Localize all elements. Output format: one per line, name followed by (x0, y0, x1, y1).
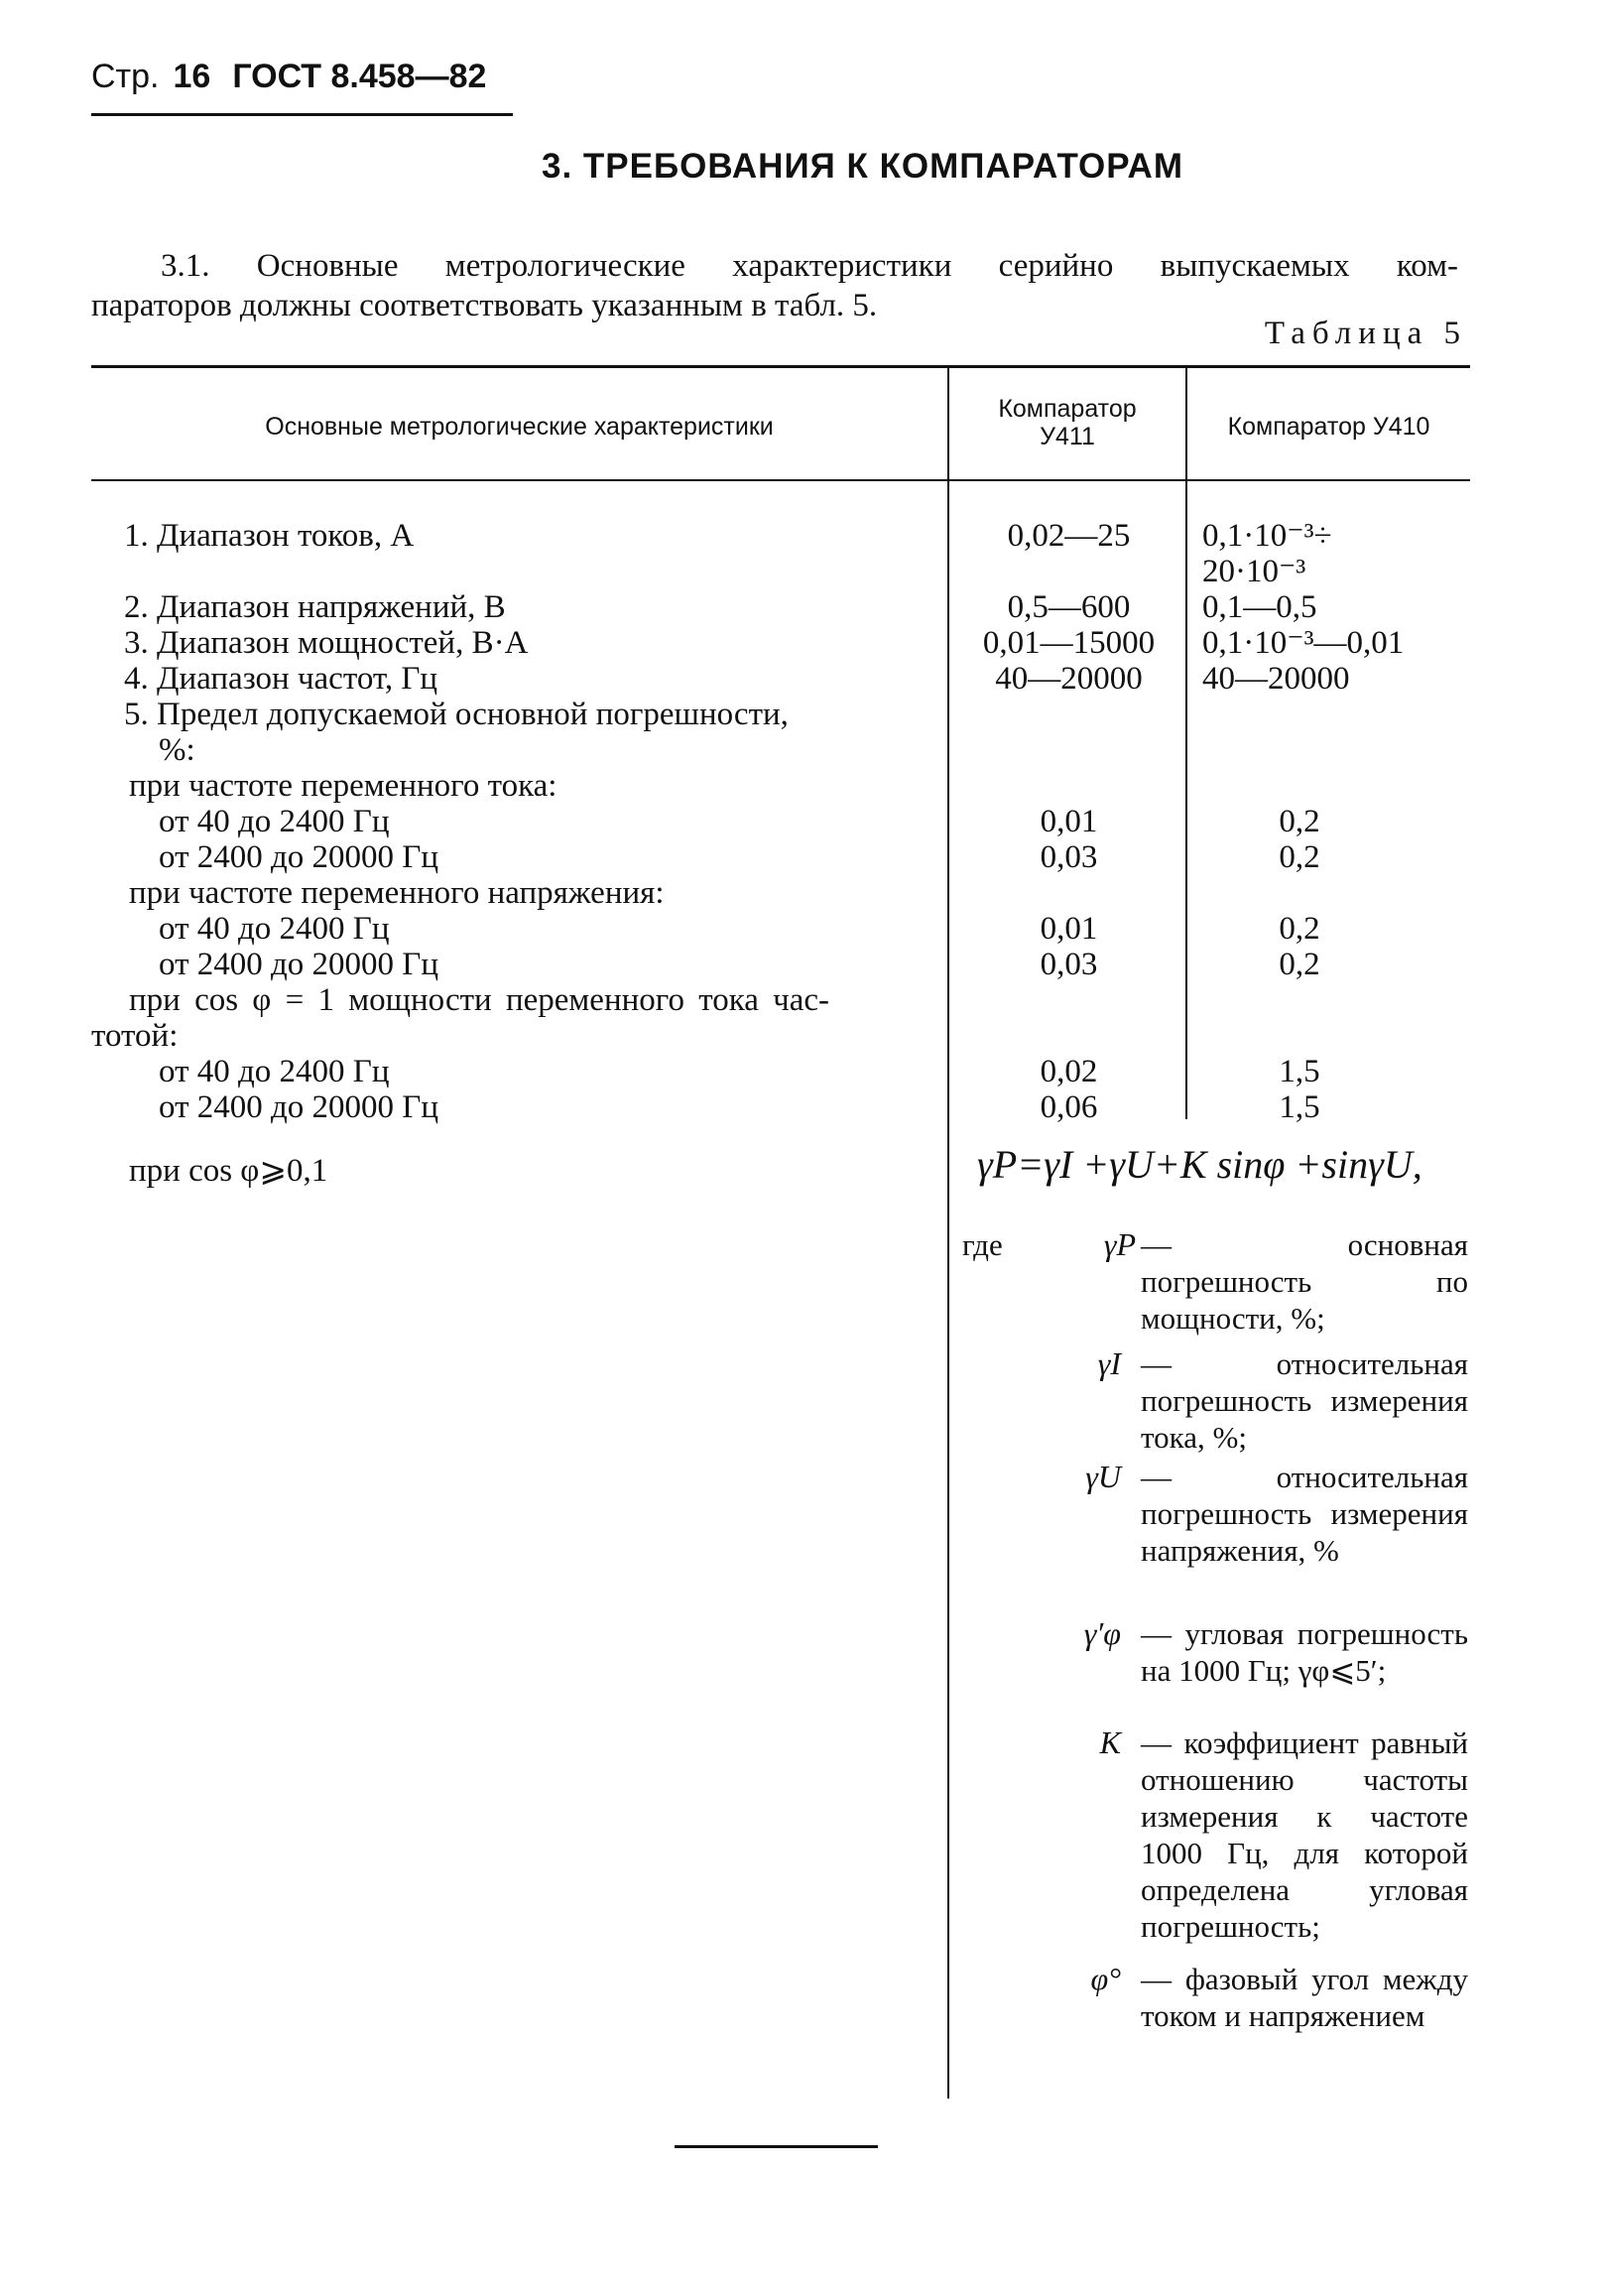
legend-symbol: K (1099, 1724, 1121, 1760)
row-label: при частоте переменного напряжения: (129, 875, 665, 911)
section-title: 3. ТРЕБОВАНИЯ К КОМПАРАТОРАМ (542, 147, 1183, 186)
row-label: от 40 до 2400 Гц (159, 1054, 390, 1089)
power-error-formula: γP=γI +γU+K sinφ +sinγU, (977, 1142, 1422, 1187)
legend-symbol: γ′φ (1083, 1615, 1121, 1651)
legend-item (962, 1961, 1468, 2034)
u410-value: 0,1·10⁻³—0,01 (1202, 625, 1405, 661)
legend-text: — относительная погрешность измерения тока, %; (1141, 1346, 1468, 1455)
footer-rule (675, 2145, 878, 2148)
row-label-cont: тотой: (91, 1018, 179, 1054)
legend-item (962, 1226, 1468, 1337)
u411-value: 0,01 (1040, 911, 1098, 947)
legend-item (962, 1724, 1468, 1945)
table-caption: Таблица 5 (1264, 316, 1467, 351)
u410-value: 0,1—0,5 (1202, 589, 1317, 625)
legend-item (962, 1345, 1468, 1456)
page-number: 16 (173, 58, 211, 95)
legend-text: — относительная погрешность измерения напряжения, % (1141, 1460, 1468, 1568)
legend-text: — угловая погрешность на 1000 Гц; γφ⩽5′; (1141, 1616, 1468, 1688)
u410-value: 1,5 (1279, 1054, 1320, 1089)
u411-value: 0,03 (1040, 947, 1098, 982)
u411-value: 0,02 (1040, 1054, 1098, 1089)
row-label: 3. Диапазон мощностей, В·А (124, 625, 529, 661)
u410-value-cont: 20·10⁻³ (1202, 554, 1306, 589)
u410-value: 40—20000 (1202, 661, 1350, 697)
u411-value: 0,06 (1040, 1089, 1098, 1125)
u410-value: 0,1·10⁻³÷ (1202, 518, 1332, 554)
header-u411-line2: У411 (1040, 423, 1095, 450)
legend-item (962, 1615, 1468, 1689)
where-word: где (962, 1227, 1003, 1262)
header-u410: Компаратор У410 (1227, 413, 1430, 441)
u410-value: 0,2 (1279, 947, 1320, 982)
row-label: от 40 до 2400 Гц (159, 911, 390, 947)
legend-symbol: γU (1085, 1459, 1121, 1494)
row-label: при частоте переменного тока: (129, 768, 557, 804)
page-label: Стр. (91, 58, 160, 95)
page-header (91, 58, 508, 113)
standard-code: ГОСТ 8.458—82 (232, 58, 487, 95)
header-u411-line1: Компаратор (998, 395, 1137, 423)
header-characteristics: Основные метрологические характеристики (265, 413, 774, 441)
u410-value: 1,5 (1279, 1089, 1320, 1125)
legend-text: — фазовый угол между током и напряжением (1141, 1962, 1468, 2033)
row-label: при cos φ⩾0,1 (129, 1153, 328, 1189)
row-label: от 2400 до 20000 Гц (159, 1089, 439, 1125)
row-label: 5. Предел допускаемой основной погрешности, (124, 697, 789, 732)
row-label: 1. Диапазон токов, А (124, 518, 415, 554)
row-label: при cos φ = 1 мощности переменного тока час- (129, 982, 830, 1018)
table-top-rule (91, 365, 1470, 368)
column-divider-2 (1185, 367, 1187, 1119)
u411-value: 0,01—15000 (982, 625, 1156, 661)
column-divider-1 (947, 367, 949, 2099)
legend-text: — коэффициент равный отношению частоты измерения к частоте 1000 Гц, для которой определена угловая погрешность; (1141, 1725, 1468, 1944)
row-label: от 2400 до 20000 Гц (159, 947, 439, 982)
legend-symbol: γI (1097, 1345, 1121, 1381)
intro-paragraph (91, 246, 1458, 325)
legend-symbol: φ° (1090, 1961, 1121, 1996)
row-label-cont: %: (159, 732, 195, 768)
legend-item (962, 1459, 1468, 1569)
u411-value: 0,02—25 (1007, 518, 1131, 554)
legend-text: — основная погрешность по мощности, %; (1141, 1227, 1468, 1336)
u411-value: 0,5—600 (1007, 589, 1131, 625)
row-label: 4. Диапазон частот, Гц (124, 661, 438, 697)
row-label: 2. Диапазон напряжений, В (124, 589, 506, 625)
intro-line-1: 3.1. Основные метрологические характеристики серийно выпускаемых ком- (161, 248, 1458, 284)
header-underline (91, 113, 513, 116)
u411-value: 0,01 (1040, 804, 1098, 839)
u410-value: 0,2 (1279, 804, 1320, 839)
row-label: от 40 до 2400 Гц (159, 804, 390, 839)
header-u411 (949, 395, 1185, 450)
legend-symbol: γP (1103, 1226, 1136, 1262)
intro-line-2: параторов должны соответствовать указанным в табл. 5. (91, 288, 878, 323)
table-header-rule (91, 479, 1470, 481)
u410-value: 0,2 (1279, 911, 1320, 947)
u411-value: 40—20000 (995, 661, 1143, 697)
u410-value: 0,2 (1279, 839, 1320, 875)
row-label: от 2400 до 20000 Гц (159, 839, 439, 875)
u411-value: 0,03 (1040, 839, 1098, 875)
